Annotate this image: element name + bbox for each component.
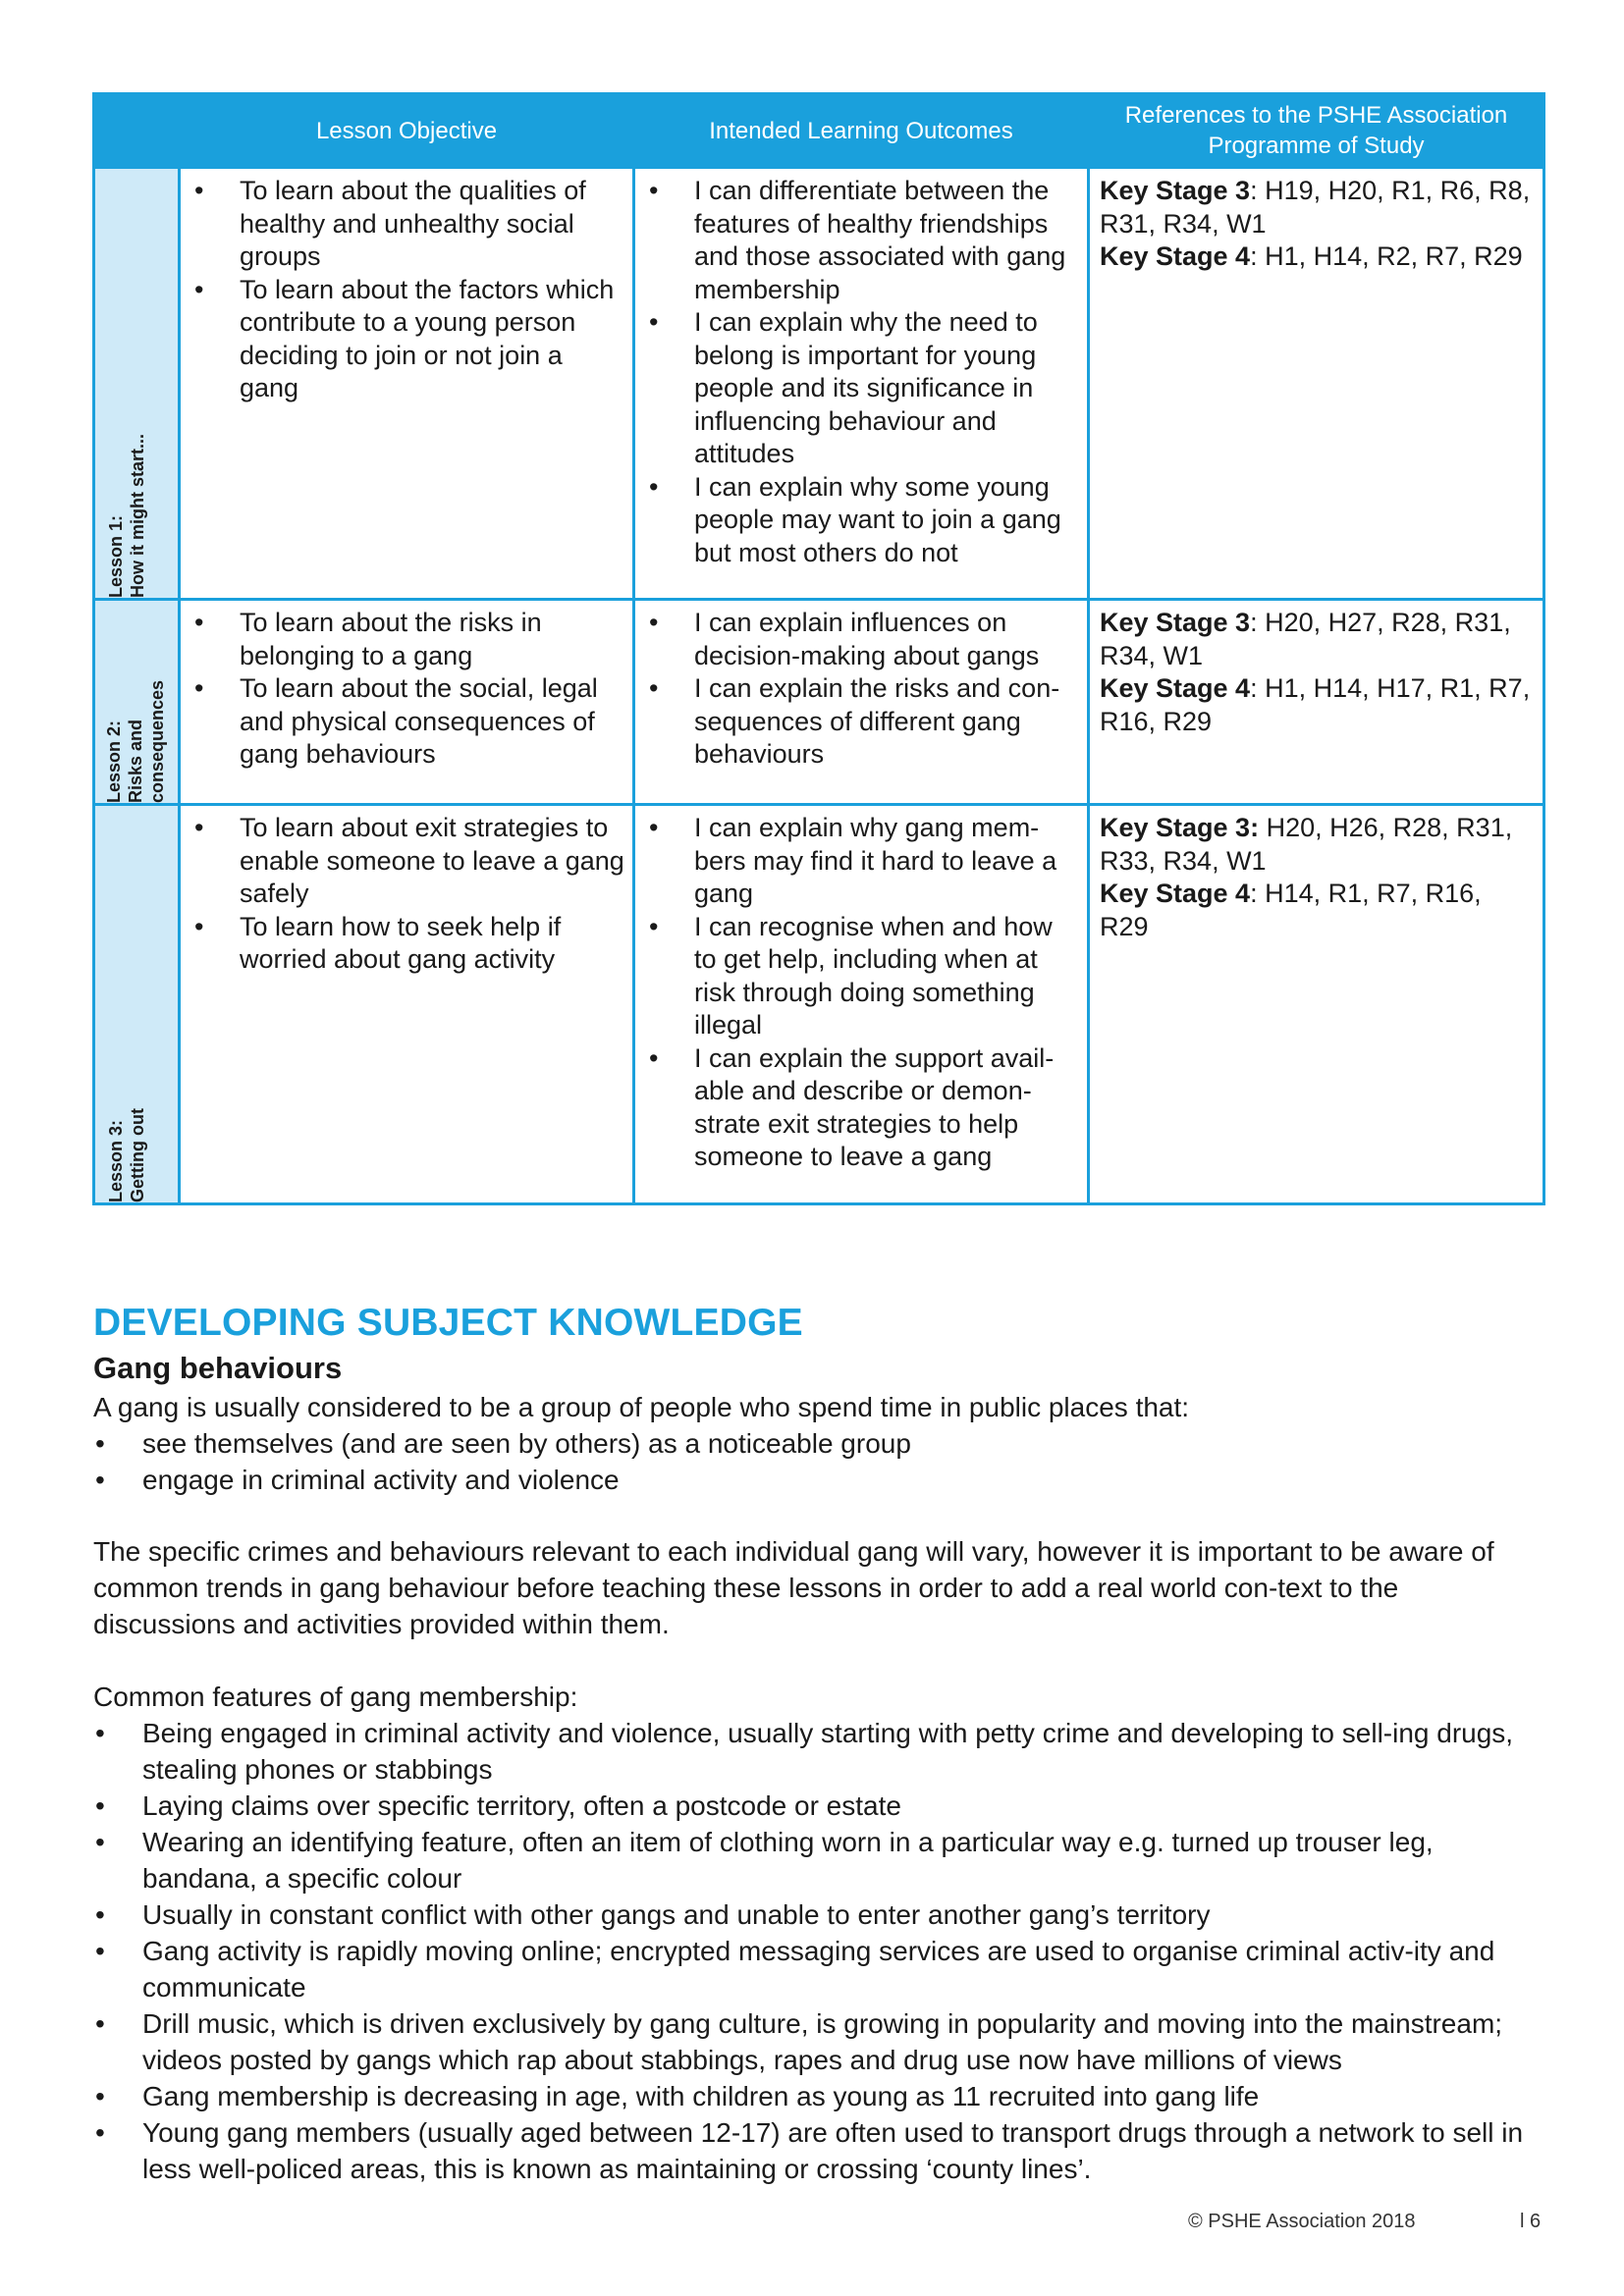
list-item: • I can recognise when and how to get help, including when at risk through doing something illegal [635,911,1079,1042]
list-item: • To learn about the factors which contribute to a young person deciding to join or not join a gang [181,274,624,405]
key-stage-4-refs [1100,672,1533,738]
key-stage-values: : H1, H14, H17, R1, R7, R16, R29 [1100,673,1531,736]
list-item: • I can explain influences on decision-making about gangs [635,607,1079,672]
key-stage-values: : H1, H14, R2, R7, R29 [1250,241,1523,271]
table-row [94,600,1544,805]
outcomes-cell [634,600,1089,805]
references-cell [1089,805,1544,1204]
objectives-cell [180,805,634,1204]
lesson-label-cell [94,805,180,1204]
key-stage-4-refs [1100,878,1533,943]
list-item: • I can explain the support avail-able and describe or demon-strate exit strategies to help someone to leave a gang [635,1042,1079,1174]
list-item: • Laying claims over specific territory, often a postcode or estate [93,1788,1546,1824]
list-item: • Wearing an identifying feature, often an item of clothing worn in a particular way e.g. turned up trouser leg, bandana, a specific colour [93,1824,1546,1896]
table-row [94,168,1544,600]
key-stage-label: Key Stage 4 [1100,673,1251,703]
features-intro: Common features of gang membership: [93,1682,578,1712]
footer-copyright: © PSHE Association 2018 [1188,2211,1416,2232]
lesson-label-line: Risks and [126,719,145,803]
list-item: • I can explain why some young people may want to join a gang but most others do not [635,471,1079,570]
key-stage-values: : H20, H27, R28, R31, R34, W1 [1100,608,1511,670]
lesson-label-cell [94,600,180,805]
key-stage-values: H20, H26, R28, R31, R33, R34, W1 [1100,813,1513,876]
lesson-label-line: Lesson 2: [104,720,124,803]
objectives-cell [180,168,634,600]
header-references: References to the PSHE Association Programme of Study [1089,94,1544,168]
footer-page-number: l 6 [1520,2211,1542,2232]
list-item: • I can explain why gang mem-bers may find it hard to leave a gang [635,812,1079,911]
key-stage-values: : H14, R1, R7, R16, R29 [1100,879,1482,941]
lesson-label [105,434,148,598]
features-block [93,1679,1546,2187]
list-item: • Drill music, which is driven exclusively by gang culture, is growing in popularity and moving into the mainstream; videos posted by gangs which rap about stabbings, rapes and drug use now have millions of views [93,2005,1546,2078]
key-stage-3-refs [1100,175,1533,240]
list-item: • To learn how to seek help if worried about gang activity [181,911,624,977]
lesson-label-line: Lesson 1: [106,514,126,598]
header-learning-outcomes: Intended Learning Outcomes [634,94,1089,168]
lesson-label-line: How it might start... [128,433,147,598]
objectives-cell [180,600,634,805]
body-paragraph: The specific crimes and behaviours relevant to each individual gang will vary, however it is important to be aware of common trends in gang behaviour before teaching these lessons in order to add a real world con-text to the discussions and activities provided within them. [93,1536,1494,1639]
key-stage-label: Key Stage 4 [1100,241,1251,271]
list-item: • I can explain why the need to belong is important for young people and its significance in influencing behaviour and attitudes [635,306,1079,471]
table-row [94,805,1544,1204]
paragraph-block [93,1533,1546,1642]
key-stage-label: Key Stage 4 [1100,879,1251,908]
key-stage-4-refs [1100,240,1533,274]
list-item: • Gang membership is decreasing in age, with children as young as 11 recruited into gang life [93,2078,1546,2114]
lesson-label-line: Lesson 3: [106,1119,126,1202]
key-stage-values: : H19, H20, R1, R6, R8, R31, R34, W1 [1100,176,1531,239]
list-item: • To learn about the qualities of healthy and unhealthy social groups [181,175,624,274]
list-item: • engage in criminal activity and violence [93,1462,1546,1498]
list-item: • To learn about the social, legal and physical consequences of gang behaviours [181,672,624,772]
references-cell [1089,600,1544,805]
intro-text: A gang is usually considered to be a group of people who spend time in public places that: [93,1392,1190,1422]
list-item: • To learn about exit strategies to enable someone to leave a gang safely [181,812,624,911]
outcomes-cell [634,168,1089,600]
lesson-label-cell [94,168,180,600]
section-title: DEVELOPING SUBJECT KNOWLEDGE [93,1302,803,1344]
lesson-label-line: Getting out [128,1108,147,1202]
list-item: • I can explain the risks and con-sequences of different gang behaviours [635,672,1079,772]
lesson-label-line: consequences [147,679,167,803]
lesson-table [92,92,1545,1205]
key-stage-3-refs [1100,812,1533,878]
header-lesson-objective: Lesson Objective [180,94,634,168]
intro-block [93,1389,1546,1498]
list-item: • Being engaged in criminal activity and violence, usually starting with petty crime and developing to sell-ing drugs, stealing phones or stabbings [93,1715,1546,1788]
key-stage-label: Key Stage 3 [1100,608,1251,637]
table-header-row [94,94,1544,168]
subsection-title: Gang behaviours [93,1351,343,1385]
list-item: • Gang activity is rapidly moving online; encrypted messaging services are used to organise criminal activ-ity and communicate [93,1933,1546,2005]
key-stage-label: Key Stage 3: [1100,813,1260,842]
list-item: • Usually in constant conflict with other gangs and unable to enter another gang’s territory [93,1896,1546,1933]
list-item: • To learn about the risks in belonging to a gang [181,607,624,672]
list-item: • see themselves (and are seen by others) as a noticeable group [93,1425,1546,1462]
key-stage-3-refs [1100,607,1533,672]
list-item: • Young gang members (usually aged between 12-17) are often used to transport drugs through a network to sell in less well-policed areas, this is known as maintaining or crossing ‘county lines’. [93,2114,1546,2187]
key-stage-label: Key Stage 3 [1100,176,1251,205]
references-cell [1089,168,1544,600]
list-item: • I can differentiate between the features of healthy friendships and those associated with gang membership [635,175,1079,306]
header-corner [94,94,180,168]
outcomes-cell [634,805,1089,1204]
